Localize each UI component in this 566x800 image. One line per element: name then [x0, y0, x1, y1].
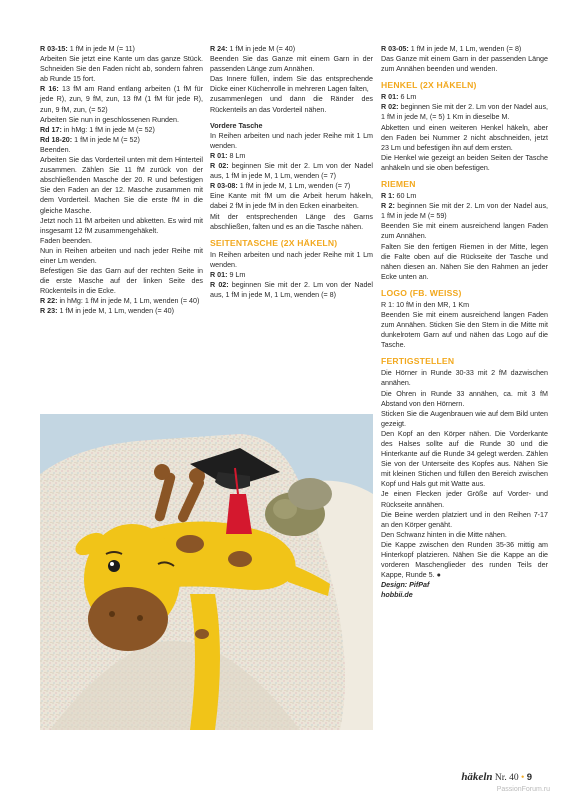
- paragraph: [381, 92, 548, 102]
- row-label: Rd 17:: [40, 125, 62, 134]
- paragraph-text: 9 Lm: [227, 270, 246, 279]
- paragraph: [381, 409, 548, 429]
- paragraph: [381, 191, 548, 201]
- paragraph-text: Abketten und einen weiteren Henkel häkeln, aber den Faden bei Nummer 2 nicht abschneiden, jetzt 23 Lm und befestigen ihn auf dem ersten.: [381, 123, 548, 152]
- paragraph: [381, 540, 548, 580]
- paragraph: [381, 489, 548, 509]
- paragraph-text: 1 fM in jede M (= 11): [67, 45, 135, 53]
- paragraph: [381, 102, 548, 122]
- paragraph-text: Sticken Sie die Augenbrauen wie auf dem Bild unten gezeigt.: [381, 409, 548, 428]
- paragraph: [40, 125, 203, 135]
- paragraph: [210, 161, 373, 181]
- paragraph-text: beginnen Sie mit der 2. Lm von der Nadel aus, 1 fM in jede M (= 59): [381, 202, 548, 221]
- giraffe-illustration: [40, 414, 373, 730]
- paragraph-text: 1 fM in jede M (= 52): [72, 135, 140, 144]
- row-label: R 03-15:: [40, 45, 68, 53]
- paragraph: [210, 94, 373, 114]
- paragraph-text: 60 Lm: [394, 192, 417, 201]
- paragraph-text: Beenden Sie mit einem ausreichend langen Faden zum Annähen. Sticken Sie den Stern in die Mitte mit dunkelrotem Garn auf und nähen das Logo auf die Tasche.: [381, 310, 548, 350]
- row-label: R 02:: [381, 103, 399, 112]
- paragraph: [381, 389, 548, 409]
- row-label: R 1:: [381, 192, 395, 201]
- watermark: PassionForum.ru: [496, 786, 550, 793]
- column-left: [40, 44, 203, 317]
- source-credit: hobbii.de: [381, 591, 413, 600]
- paragraph-text: Faden beenden.: [40, 236, 93, 245]
- row-label: R 23:: [40, 307, 58, 316]
- paragraph: [381, 221, 548, 241]
- paragraph-text: Die Ohren in Runde 33 annähen, ca. mit 3 fM Abstand von den Hörnern.: [381, 389, 548, 408]
- henkel-block: [381, 92, 548, 173]
- paragraph: [381, 300, 548, 310]
- paragraph-text: Arbeiten Sie nun in geschlossenen Runden.: [40, 115, 179, 124]
- paragraph-text: Jetzt noch 11 fM arbeiten und abketten. Es wird mit insgesamt 12 fM zusammengehäkelt.: [40, 216, 203, 235]
- paragraph: [210, 250, 373, 270]
- col2-block-a: [210, 44, 373, 115]
- paragraph-text: zusammenlegen und dann die Ränder des Rückenteils an das Vorderteil nähen.: [210, 95, 373, 114]
- paragraph-text: 1 fM in jede M, 1 Lm, wenden (= 40): [57, 307, 174, 316]
- paragraph-text: Die Hörner in Runde 30-33 mit 2 fM dazwischen annähen.: [381, 369, 548, 388]
- section-heading-fertigstellen: FERTIGSTELLEN: [381, 356, 455, 367]
- paragraph-text: in hMg: 1 fM in jede M, 1 Lm, wenden (= 40): [57, 297, 200, 306]
- page-number: 9: [526, 772, 532, 783]
- issue-number: Nr. 40: [494, 773, 519, 783]
- paragraph: [40, 296, 203, 306]
- col2-block-b: [210, 131, 373, 232]
- paragraph-text: beginnen Sie mit der 2. Lm von der Nadel aus, 1 fM in jede M, (= 5) 1 Km in dieselbe M.: [381, 103, 549, 122]
- paragraph-text: R 1: 10 fM in den MR, 1 Km: [381, 300, 470, 309]
- magazine-brand: häkeln: [461, 771, 493, 783]
- col3-block-a: [381, 44, 548, 74]
- paragraph: [40, 135, 203, 145]
- paragraph-text: Je einen Flecken jeder Größe auf Vorder- und Rückseite annähen.: [381, 490, 548, 509]
- paragraph-text: Den Schwanz hinten in die Mitte nähen.: [381, 530, 507, 539]
- row-label: R 16:: [40, 85, 59, 94]
- paragraph: [210, 44, 373, 54]
- paragraph-text: In Reihen arbeiten und nach jeder Reihe mit 1 Lm wenden.: [210, 250, 373, 269]
- paragraph: [210, 280, 373, 300]
- footer-bullet: •: [521, 773, 525, 783]
- paragraph-text: beginnen Sie mit der 2. Lm von der Nadel aus, 1 fM in jede M, 1 Lm, wenden (= 8): [210, 280, 373, 300]
- row-label: R 03-05:: [381, 45, 409, 53]
- paragraph: [381, 368, 548, 388]
- paragraph: [40, 216, 203, 236]
- paragraph: [210, 74, 373, 94]
- paragraph: [40, 236, 203, 246]
- paragraph: [40, 246, 203, 266]
- row-label: R 01:: [381, 93, 399, 102]
- paragraph-text: Das Ganze mit einem Garn in der passenden Länge zum Annähen beenden und wenden.: [381, 55, 548, 74]
- paragraph: [40, 54, 203, 84]
- paragraph: [210, 191, 373, 211]
- page-footer: [461, 771, 532, 783]
- row-label: Rd 18-20:: [40, 135, 73, 144]
- paragraph-text: Befestigen Sie das Garn auf der rechten Seite in die erste Masche auf der linken Seite des Rückenteils in die Ecke.: [40, 267, 203, 296]
- paragraph-text: Falten Sie den fertigen Riemen in der Mitte, legen die Falte oben auf die Rückseite der Tasche und nähen diesen an. Nähen Sie den Rahmen an jeder Ecke unten an.: [381, 242, 548, 281]
- row-label: R 03-08:: [210, 182, 238, 191]
- paragraph-text: Die Beine werden platziert und in den Reihen 7-17 an den Körper genäht.: [381, 510, 548, 529]
- section-heading-henkel: HENKEL (2X HÄKELN): [381, 80, 477, 91]
- column-middle: [210, 44, 373, 300]
- design-credit: Design: PifPaf: [381, 581, 430, 590]
- row-label: R 01:: [210, 270, 228, 279]
- paragraph-text: In Reihen arbeiten und nach jeder Reihe mit 1 Lm wenden.: [210, 131, 373, 150]
- fertigstellen-block: [381, 368, 548, 580]
- paragraph: [381, 429, 548, 490]
- section-heading-seitentasche: SEITENTASCHE (2X HÄKELN): [210, 237, 338, 248]
- paragraph: [381, 530, 548, 540]
- paragraph-text: Beenden.: [40, 145, 71, 154]
- paragraph: [40, 266, 203, 296]
- paragraph-text: 8 Lm: [227, 151, 246, 160]
- seitentasche-block: [210, 250, 373, 300]
- paragraph-text: Eine Kante mit fM um die Arbeit herum häkeln, dabei 2 fM in jede fM in den Ecken einarbeiten.: [210, 192, 373, 211]
- paragraph: [210, 151, 373, 161]
- paragraph-text: Nun in Reihen arbeiten und nach jeder Reihe mit einer Lm wenden.: [40, 246, 203, 265]
- paragraph: [381, 242, 548, 282]
- paragraph-text: Arbeiten Sie jetzt eine Kante um das ganze Stück. Schneiden Sie den Faden nicht ab, sondern fahren ab Runde 15 fort.: [40, 55, 203, 84]
- paragraph-text: 1 fM in jede M (= 40): [227, 45, 296, 53]
- row-label: R 02:: [210, 162, 229, 171]
- paragraph: [40, 306, 203, 316]
- row-label: R 24:: [210, 45, 228, 53]
- paragraph: [40, 115, 203, 125]
- paragraph-text: Das Innere füllen, indem Sie das entsprechende Dicke einer Küchenrolle in mehreren Lagen falten,: [210, 75, 373, 94]
- row-label: R 22:: [40, 297, 58, 306]
- paragraph-text: beginnen Sie mit der 2. Lm von der Nadel aus, 1 fM in jede M, 1 Lm, wenden (= 7): [210, 162, 373, 181]
- paragraph-text: Den Kopf an den Körper nähen. Die Vorderkante des Halses sollte auf die Runde 30 und die Hinterkante auf die Runde 34 gelegt werden. Zählen Sie von der Unterseite des Kopfes aus. Nähen Sie mit kleinen Stichen und füllen den Bereich zwischen Kopf und Hals gut mit Watte aus.: [381, 429, 548, 489]
- paragraph: [381, 201, 548, 221]
- paragraph: [381, 123, 548, 153]
- paragraph: [381, 54, 548, 74]
- row-label: R 02:: [210, 280, 229, 289]
- paragraph: [210, 54, 373, 74]
- paragraph: [381, 44, 548, 54]
- paragraph: [210, 131, 373, 151]
- paragraph: [381, 310, 548, 350]
- paragraph: [210, 181, 373, 191]
- paragraph-text: Arbeiten Sie das Vorderteil unten mit dem Hinterteil zusammen. Zählen Sie 11 fM zurück von der abschließenden Masche der 20. R und befestigen Sie den Faden an der 12. Masche zusammen mit dem Vorderteil. Machen Sie die erste fM in die gleiche Masche.: [40, 156, 203, 215]
- paragraph-text: 13 fM am Rand entlang arbeiten (1 fM für jede R), zun, 9 fM, zun, 13 fM (1 fM für jede R), zun, 9 fM, zun, (= 52): [40, 85, 203, 114]
- paragraph-text: Die Kappe zwischen den Runden 35-36 mittig am Hinterkopf platzieren. Nähen Sie die Kappe an die vorderen Maschenglieder des runden Teils der Kappe, Runde 5. ●: [381, 540, 548, 580]
- paragraph-text: 1 fM in jede M, 1 Lm, wenden (= 7): [237, 182, 351, 191]
- logo-block: [381, 300, 548, 350]
- paragraph: [381, 510, 548, 530]
- section-heading-logo: LOGO (FB. WEISS): [381, 287, 462, 298]
- riemen-block: [381, 191, 548, 282]
- paragraph: [40, 145, 203, 155]
- paragraph-text: 6 Lm: [398, 93, 417, 102]
- paragraph: [381, 153, 548, 173]
- row-label: R 2:: [381, 202, 395, 211]
- section-heading-riemen: RIEMEN: [381, 179, 416, 190]
- paragraph: [40, 84, 203, 114]
- row-label: R 01:: [210, 151, 228, 160]
- paragraph: [40, 155, 203, 216]
- giraffe-photo: [40, 414, 373, 730]
- paragraph-text: Beenden Sie mit einem ausreichend langen Faden zum Annähen.: [381, 222, 548, 241]
- paragraph: [40, 44, 203, 54]
- paragraph-text: in hMg: 1 fM in jede M (= 52): [61, 125, 155, 134]
- paragraph-text: 1 fM in jede M, 1 Lm, wenden (= 8): [408, 45, 522, 53]
- paragraph: [210, 270, 373, 280]
- column-right: [381, 44, 548, 601]
- paragraph: [210, 212, 373, 232]
- section-heading-vordere-tasche: Vordere Tasche: [210, 121, 263, 130]
- paragraph-text: Beenden Sie das Ganze mit einem Garn in der passenden Länge zum Annähen.: [210, 55, 373, 74]
- paragraph-text: Die Henkel wie gezeigt an beiden Seiten der Tasche anhäkeln und sie oben befestigen.: [381, 153, 548, 172]
- paragraph-text: Mit der entsprechenden Länge des Garns abschließen, falten und es an die Tasche nähen.: [210, 212, 373, 231]
